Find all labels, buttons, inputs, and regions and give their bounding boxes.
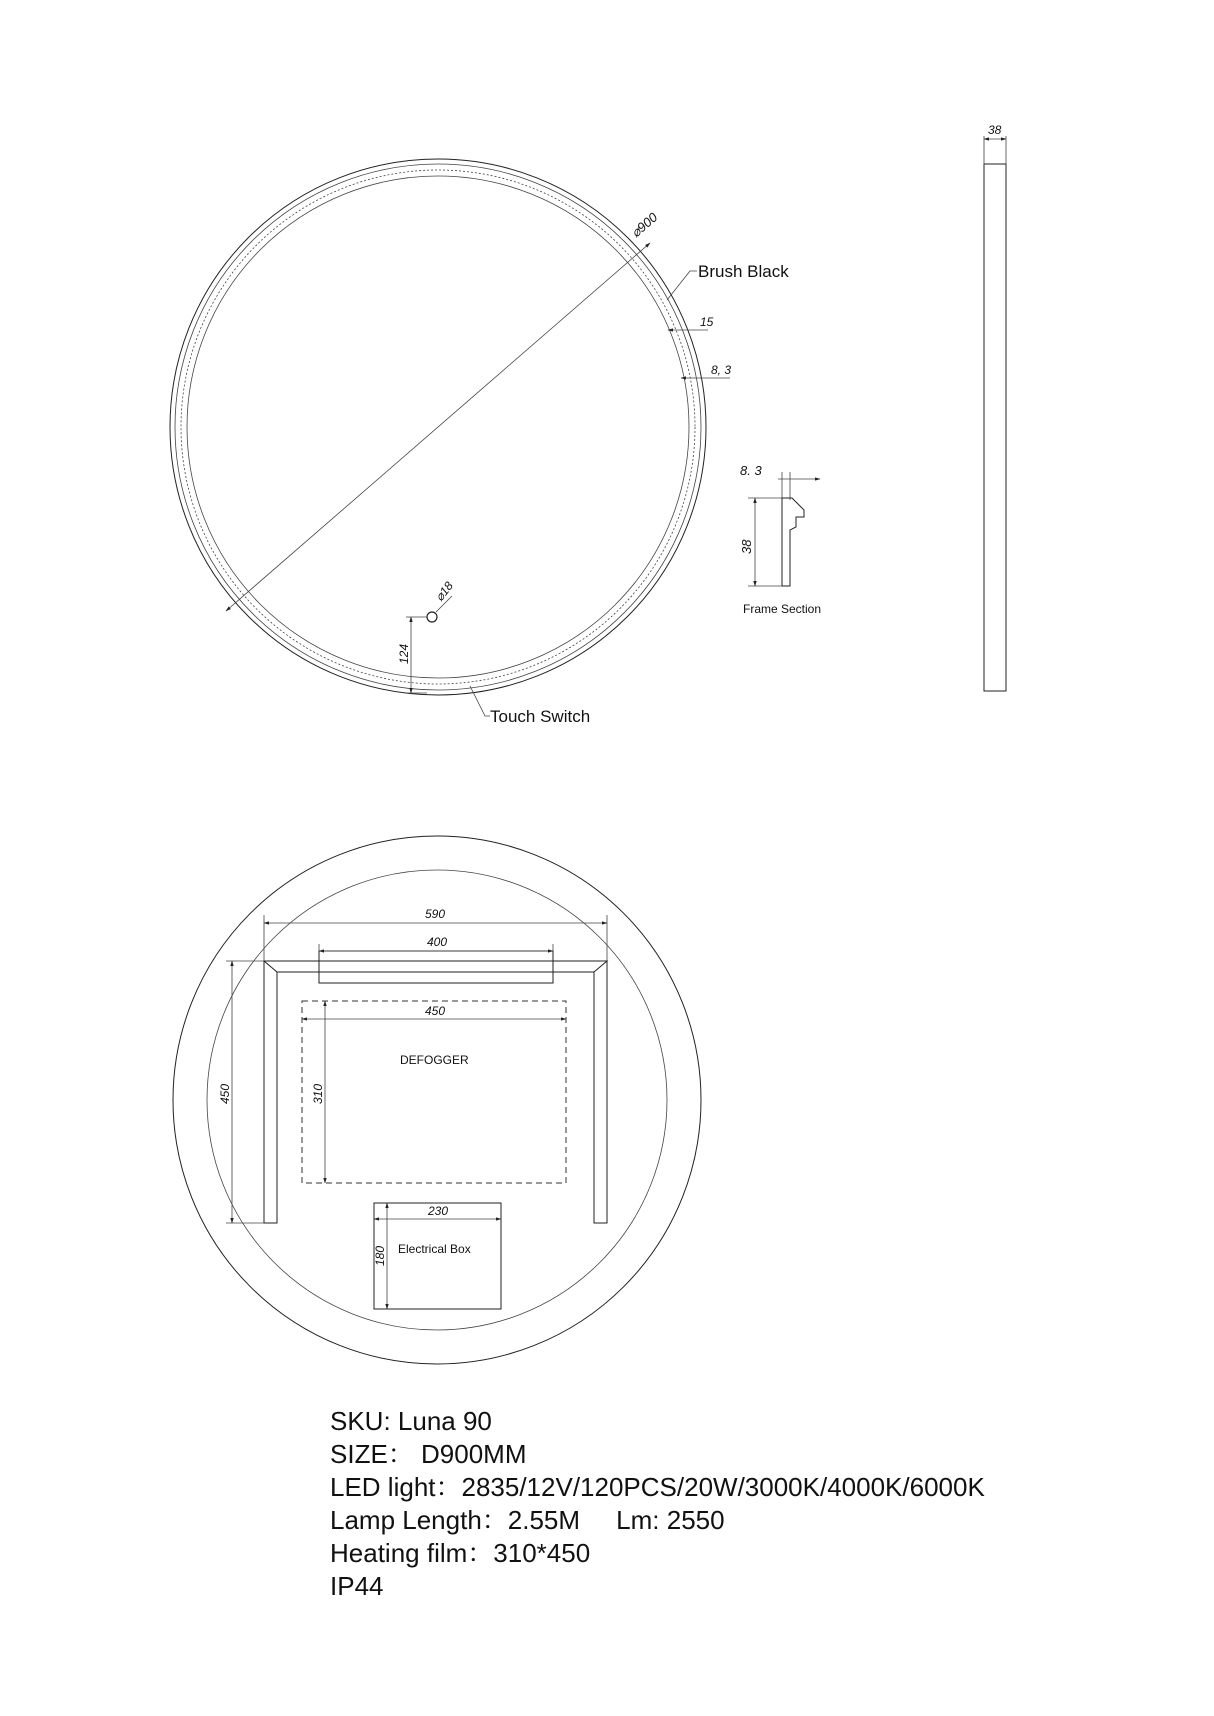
dim-400-label: 400 xyxy=(427,935,448,949)
switch-diameter-label: ⌀18 xyxy=(432,579,457,604)
spec-size: SIZE： D900MM xyxy=(330,1439,527,1469)
spec-lamp: Lamp Length：2.55M Lm: 2550 xyxy=(330,1505,725,1535)
dim-180-label: 180 xyxy=(373,1245,387,1266)
spec-sku: SKU: Luna 90 xyxy=(330,1406,492,1436)
brush-black-label: Brush Black xyxy=(698,262,789,281)
frame-section xyxy=(739,463,821,616)
dim-590-label: 590 xyxy=(425,907,446,921)
front-view xyxy=(170,159,789,726)
electrical-box-label: Electrical Box xyxy=(398,1242,471,1256)
diameter-label: ⌀900 xyxy=(628,209,661,241)
spec-led: LED light：2835/12V/120PCS/20W/3000K/4000K/6000K xyxy=(330,1472,985,1502)
dim-310-label: 310 xyxy=(311,1083,325,1104)
top-panel xyxy=(319,951,553,983)
frame-profile xyxy=(782,498,804,586)
defogger-area xyxy=(302,1001,566,1183)
dim-230-label: 230 xyxy=(428,1204,449,1218)
frame-width-label: 8. 3 xyxy=(740,463,762,478)
switch-offset-label: 124 xyxy=(397,643,411,664)
diameter-dimension-line xyxy=(226,243,650,611)
back-view xyxy=(173,836,701,1364)
dim-450-left-label: 450 xyxy=(218,1083,232,1104)
spec-list xyxy=(330,1405,985,1603)
frame-height-label: 38 xyxy=(739,539,754,554)
frame-section-title: Frame Section xyxy=(743,602,822,616)
spec-heating: Heating film：310*450 xyxy=(330,1538,591,1568)
dim-8-3-label: 8, 3 xyxy=(711,363,732,377)
thickness-label: 38 xyxy=(988,123,1002,137)
side-view xyxy=(984,123,1006,691)
touch-switch-icon xyxy=(427,612,437,622)
touch-switch-label: Touch Switch xyxy=(490,707,591,726)
dim-15-label: 15 xyxy=(700,315,714,329)
spec-ip: IP44 xyxy=(330,1571,384,1601)
defogger-label: DEFOGGER xyxy=(400,1053,469,1067)
dim-450-top-label: 450 xyxy=(425,1004,446,1018)
side-profile xyxy=(984,164,1006,691)
